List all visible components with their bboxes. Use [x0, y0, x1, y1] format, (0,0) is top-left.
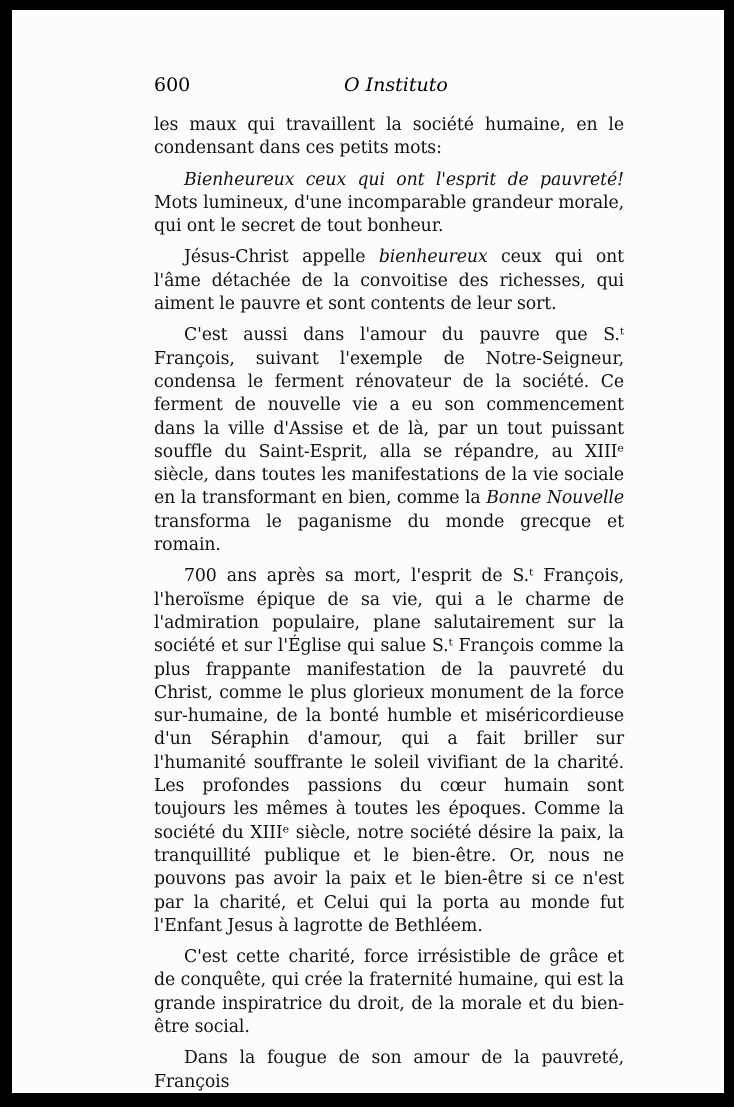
paragraph-4-text-b: transforma le paganisme du monde grecque et romain. [154, 511, 624, 556]
body-text [154, 114, 624, 1102]
paragraph-4 [154, 324, 624, 557]
page-header [154, 74, 624, 104]
paragraph-3-text-b: ceux qui ont l'âme détachée de la convoitise des richesses, qui aiment le pauvre et sont contents de leur sort. [154, 247, 624, 315]
page-sheet [12, 10, 724, 1093]
paragraph-1-text: les maux qui travaillent la société humaine, en le condensant dans ces petits mots: [154, 115, 624, 159]
paragraph-5-text: 700 ans après sa mort, l'esprit de S.ᵗ François, l'heroïsme épique de sa vie, qui a le charme de l'admiration populaire, plane salutairement sur la société et sur l'Église qui salue S.ᵗ François comme la plus frappante manifestation de la pauvreté du Christ, comme le plus glorieux monument de la force sur-humaine, de la bonté humble et miséricordieuse d'un Séraphin d'amour, qui a fait briller sur l'humanité souffrante le soleil vivifiant de la charité. Les profondes passions du cœur humain sont toujours les mêmes à toutes les époques. Comme la société du XIIIᵉ siècle, notre société désire la paix, la tranquillité publique et le bien-être. Or, nous ne pouvons pas avoir la paix et le bien-être si ce n'est par la charité, et Celui qui la porta au monde fut l'Enfant Jesus à lagrotte de Bethléem. [154, 566, 624, 936]
bonne-nouvelle-italic: Bonne Nouvelle [486, 488, 624, 509]
paragraph-7-text: Dans la fougue de son amour de la pauvreté, François [154, 1048, 624, 1092]
bienheureux-italic: bienheureux [378, 247, 488, 268]
paragraph-1 [154, 114, 624, 161]
paragraph-3-text-a: Jésus-Christ appelle [184, 247, 379, 268]
paragraph-3 [154, 246, 624, 316]
running-title: O Instituto [344, 74, 448, 96]
paragraph-2-text: Mots lumineux, d'une incomparable grandeur morale, qui ont le secret de tout bonheur. [154, 192, 624, 237]
beatitude-quote: Bienheureux ceux qui ont l'esprit de pauvreté! [184, 169, 624, 190]
paragraph-6-text: C'est cette charité, force irrésistible de grâce et de conquête, qui crée la fraternité humaine, qui est la grande inspiratrice du droit, de la morale et du bien-être social. [154, 947, 624, 1037]
paragraph-5 [154, 565, 624, 938]
paragraph-2 [154, 169, 624, 239]
paragraph-6 [154, 946, 624, 1039]
paragraph-7 [154, 1047, 624, 1094]
page-number: 600 [154, 74, 191, 96]
paragraph-4-text-a: C'est aussi dans l'amour du pauvre que S.ᵗ François, suivant l'exemple de Notre-Seigneur, condensa le ferment rénovateur de la société. Ce ferment de nouvelle vie a eu son commencement dans la ville d'Assise et de là, par un tout puissant souffle du Saint-Esprit, alla se répandre, au XIIIᵉ siècle, dans toutes les manifestations de la vie sociale en la transformant en bien, comme la [154, 325, 624, 509]
